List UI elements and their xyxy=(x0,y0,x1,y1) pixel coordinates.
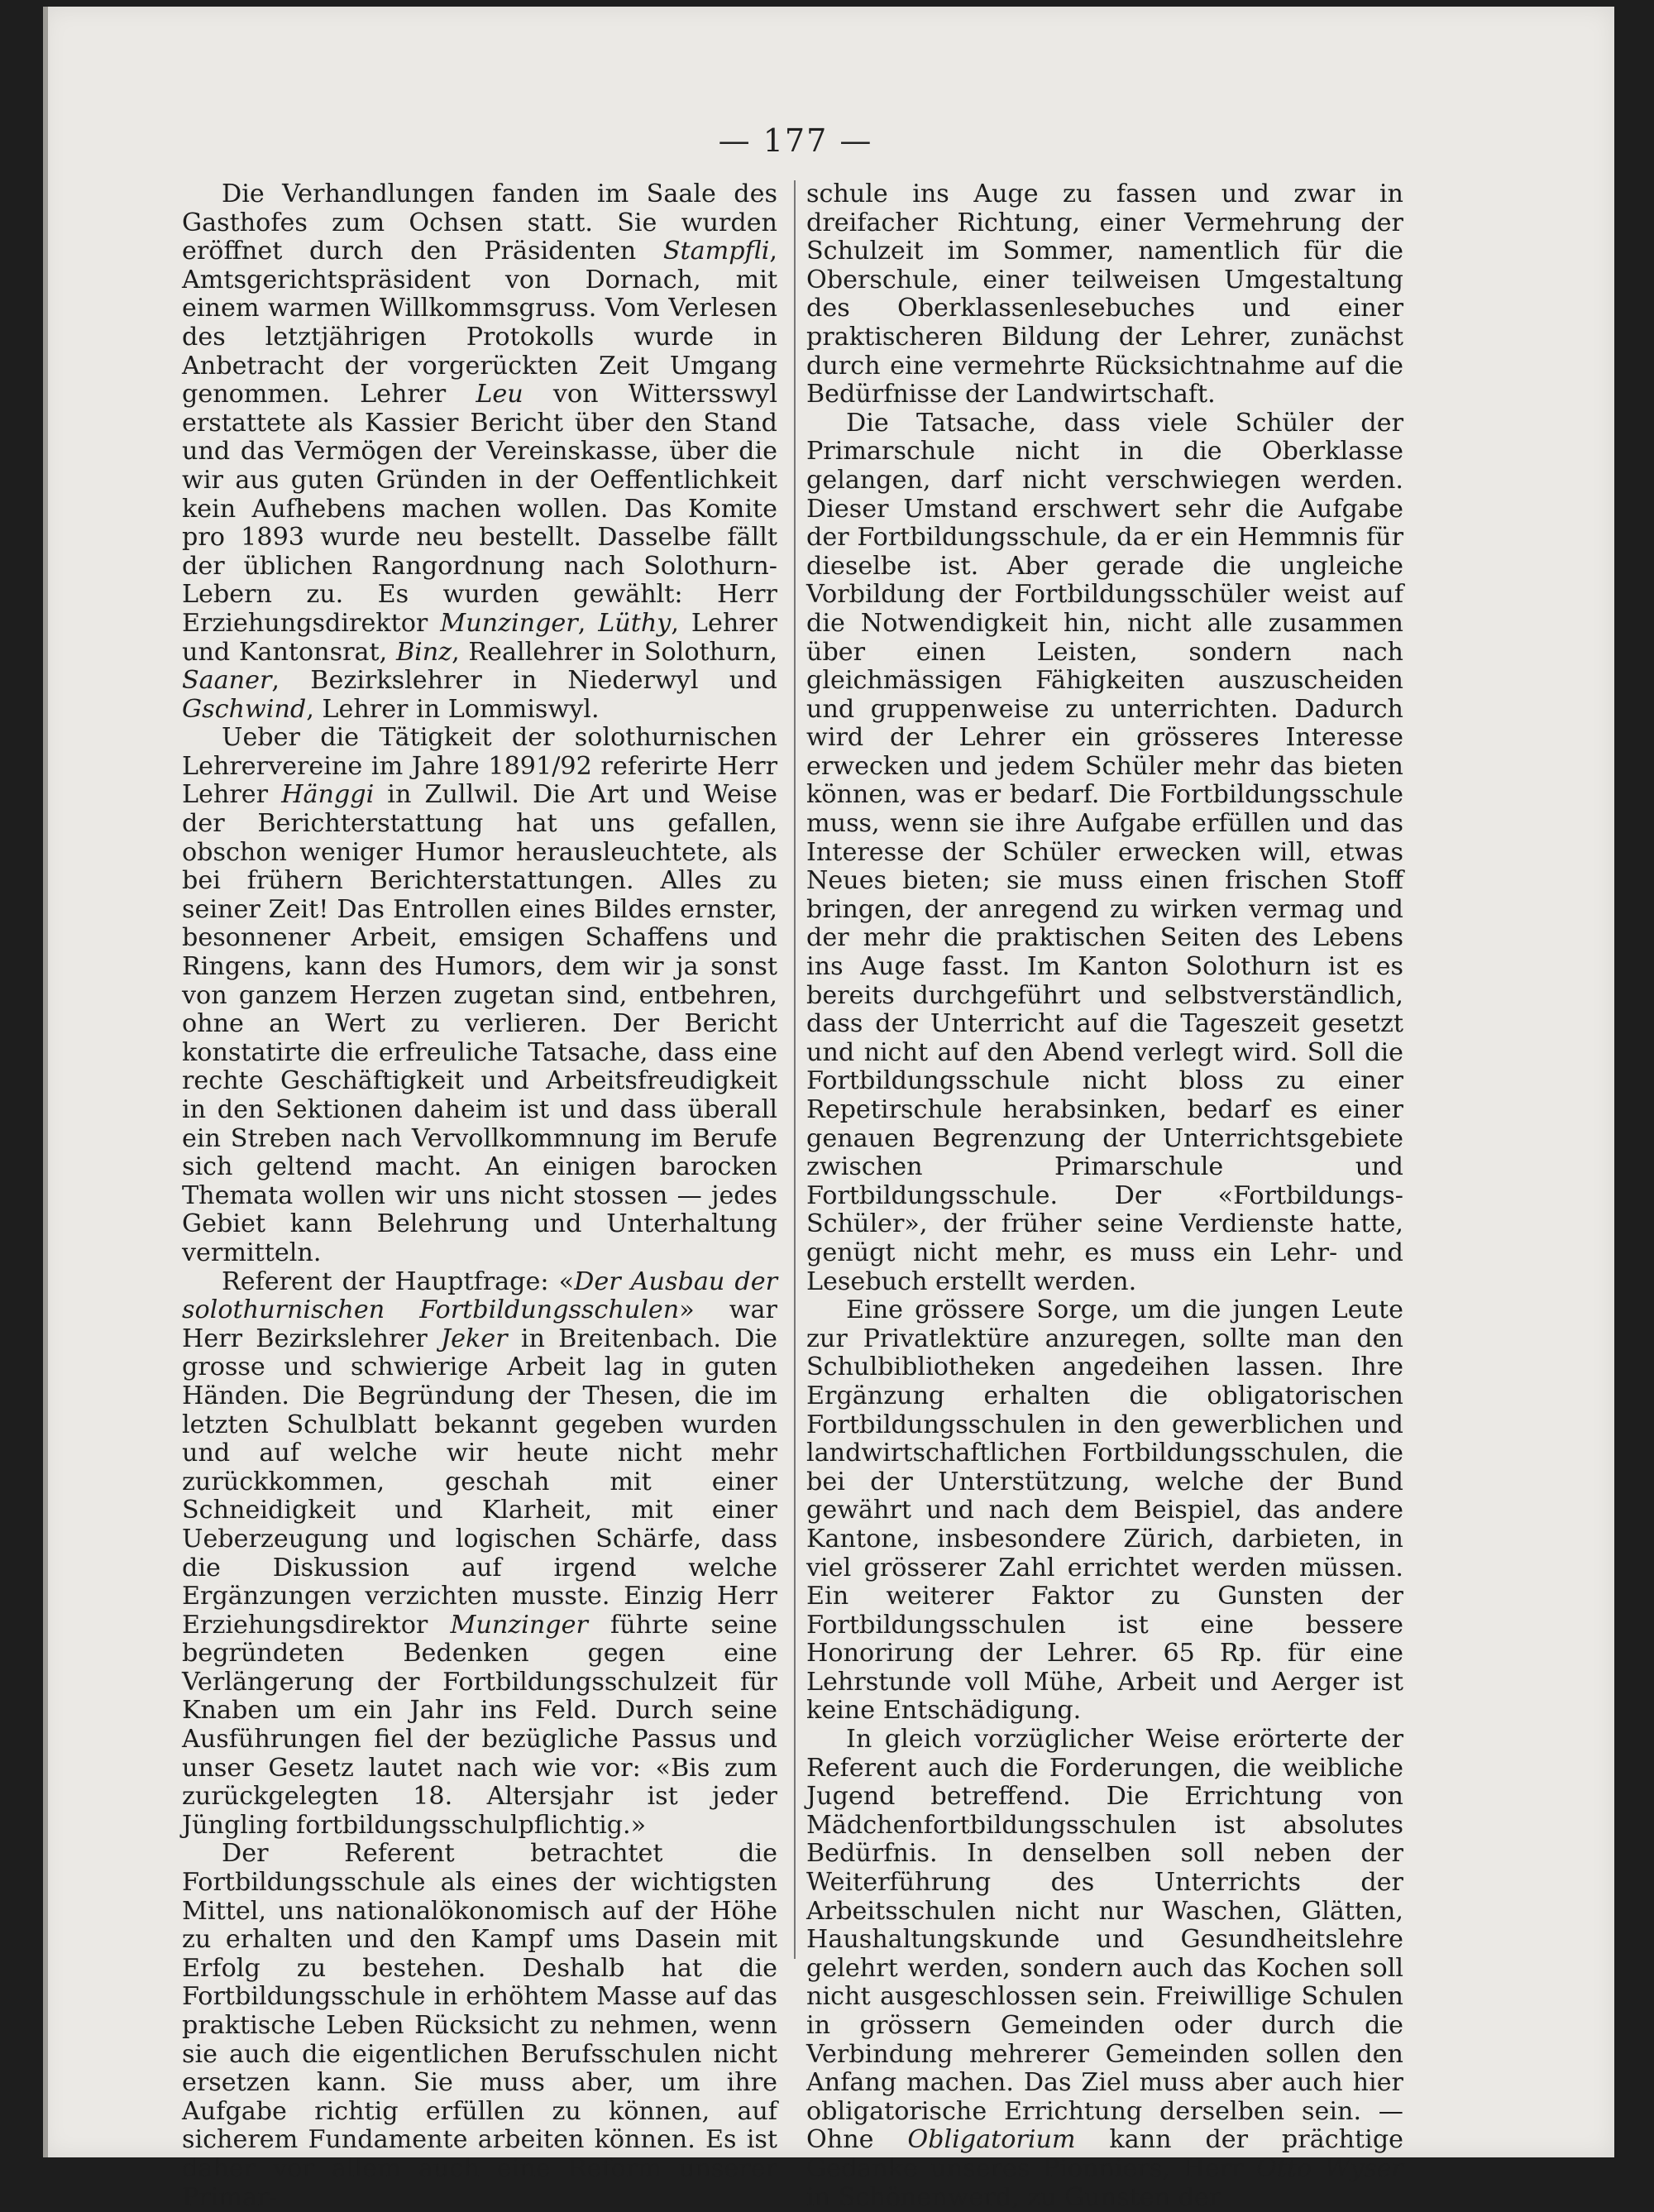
italic-name: Stampfli xyxy=(662,237,770,266)
left-column xyxy=(182,180,796,2212)
italic-name: Leu xyxy=(476,380,523,409)
text-run: , Reallehrer in Solothurn, xyxy=(452,637,777,667)
italic-name: Hänggi xyxy=(281,780,375,810)
italic-name: Jeker xyxy=(441,1324,508,1353)
paragraph xyxy=(806,180,1403,409)
paragraph xyxy=(806,1296,1403,1726)
text-run: , Lehrer in Lommiswyl. xyxy=(306,694,600,724)
text-run: in Breitenbach. Die grosse und schwierige Arbeit lag in guten Händen. Die Begründung der Thesen, die im letzten Schulblatt bekannt gegeben wurden und auf welche wir heute nicht mehr zurückkommen, geschah mit einer Schneidigkeit und Klarheit, mit einer Ueberzeugung und logischen Schärfe, dass die Diskussion auf irgend welche Ergänzungen verzichten musste. Einzig Herr Erziehungsdirektor xyxy=(182,1324,777,1640)
page-number: — 177 — xyxy=(718,122,873,159)
text-run: Die Tatsache, dass viele Schüler der Primarschule nicht in die Oberklasse gelangen, darf nicht verschwiegen werden. Dieser Umstand erschwert sehr die Aufgabe der Fortbildungsschule, da er ein Hemmnis für dieselbe ist. Aber gerade die ungleiche Vorbildung der Fortbildungsschüler weist auf die Notwendigkeit hin, nicht alle zusammen über einen Leisten, sondern nach gleichmässigen Fähigkeiten auszuscheiden und gruppenweise zu unterrichten. Dadurch wird der Lehrer ein grösseres Interesse erwecken und jedem Schüler mehr das bieten können, was er bedarf. Die Fortbildungsschule muss, wenn sie ihre Aufgabe erfüllen und das Interesse der Schüler erwecken will, etwas Neues bieten; sie muss einen frischen Stoff bringen, der anregend zu wirken vermag und der mehr die praktischen Seiten des Lebens ins Auge fasst. Im Kanton Solothurn ist es bereits durchgeführt und selbstverständlich, dass der Unterricht auf die Tageszeit gesetzt und nicht auf den Abend verlegt wird. Soll die Fortbildungsschule nicht bloss zu einer Repetirschule herabsinken, bedarf es einer genauen Begrenzung der Unterrichtsgebiete zwischen Primarschule und Fortbildungsschule. Der «Fortbildungs-Schüler», der früher seine Verdienste hatte, genügt nicht mehr, es muss ein Lehr- und Lesebuch erstellt werden. xyxy=(806,408,1403,1296)
text-run: , Amtsgerichtspräsident von Dornach, mit einem warmen Willkommsgruss. Vom Verlesen des letztjährigen Protokolls wurde in Anbetracht der vorgerückten Zeit Umgang genommen. Lehrer xyxy=(182,237,777,409)
text-run: Die Verhandlungen fanden im Saale des Gasthofes zum Ochsen statt. Sie wurden eröffnet durch den Präsidenten xyxy=(182,180,777,266)
paragraph xyxy=(806,1726,1403,2212)
text-run: » war Herr Bezirkslehrer xyxy=(182,1295,777,1353)
text-run: Referent der Hauptfrage: « xyxy=(222,1266,575,1296)
text-run: in Zullwil. Die Art und Weise der Berichterstattung hat uns gefallen, obschon weniger Humor herausleuchtete, als bei frühern Berichterstattungen. Alles zu seiner Zeit! Das Entrollen eines Bildes ernster, besonnener Arbeit, emsigen Schaffens und Ringens, kann des Humors, dem wir ja sonst von ganzem Herzen zugetan sind, entbehren, ohne an Wert zu verlieren. Der Bericht konstatirte die erfreuliche Tatsache, dass eine rechte Geschäftigkeit und Arbeitsfreudigkeit in den Sektionen daheim ist und dass überall ein Streben nach Vervollkommnung im Berufe sich geltend macht. An einigen barocken Themata wollen wir uns nicht stossen — jedes Gebiet kann Belehrung und Unterhaltung vermitteln. xyxy=(182,780,777,1267)
text-run: , Bezirkslehrer in Niederwyl und xyxy=(271,666,777,696)
page-edge xyxy=(43,7,48,2157)
italic-name: Obligatorium xyxy=(907,2125,1076,2155)
text-run: , Lehrer und Kantonsrat, xyxy=(182,608,777,667)
text-run: Der Referent betrachtet die Fortbildungsschule als eines der wichtigsten Mittel, uns nationalökonomisch auf der Höhe zu erhalten und den Kampf ums Dasein mit Erfolg zu bestehen. Deshalb hat die Fortbildungsschule in erhöhtem Masse auf das praktische Leben Rücksicht zu nehmen, wenn sie auch die eigentlichen Berufsschulen nicht ersetzen kann. Sie muss aber, um ihre Aufgabe richtig erfüllen zu können, auf sicherem Fundamente arbeiten können. Es ist daher vor allem auch eine Reform unserer Primar- xyxy=(182,1839,777,2212)
right-column xyxy=(806,180,1403,2212)
italic-name: Gschwind xyxy=(182,694,307,724)
italic-name: Lüthy xyxy=(598,608,672,638)
text-run: von Wittersswyl erstattete als Kassier Bericht über den Stand und das Vermögen der Vereinskasse, über die wir aus guten Gründen in der Oeffentlichkeit kein Aufhebens machen wollen. Das Komite pro 1893 wurde neu bestellt. Dasselbe fällt der üblichen Rangordnung nach Solothurn-Lebern zu. Es wurden gewählt: Herr Erziehungsdirektor xyxy=(182,380,778,638)
paragraph xyxy=(182,1840,777,2212)
paragraph xyxy=(182,1268,777,1841)
italic-name: Munzinger xyxy=(440,608,578,638)
paragraph xyxy=(182,180,777,724)
text-run: , xyxy=(577,608,599,638)
italic-name: Binz xyxy=(395,637,452,667)
italic-name: Der Ausbau der solothurnischen Fortbildungsschulen xyxy=(182,1266,777,1325)
italic-name: Munzinger xyxy=(450,1610,588,1640)
text-run: Eine grössere Sorge, um die jungen Leute zur Privatlektüre anzuregen, sollte man den Schulbibliotheken angedeihen lassen. Ihre Ergänzung erhalten die obligatorischen Fortbildungsschulen in den gewerblichen und landwirtschaftlichen Fortbildungsschulen, die bei der Unterstützung, welche der Bund gewährt und nach dem Beispiel, das andere Kantone, insbesondere Zürich, darbieten, in viel grösserer Zahl errichtet werden müssen. Ein weiterer Faktor zu Gunsten der Fortbildungsschulen ist eine bessere Honorirung der Lehrer. 65 Rp. für eine Lehrstunde voll Mühe, Arbeit und Aerger ist keine Entschädigung. xyxy=(806,1295,1403,1726)
text-run: Ueber die Tätigkeit der solothurnischen Lehrervereine im Jahre 1891/92 referirte Herr Lehrer xyxy=(182,723,777,810)
text-run: In gleich vorzüglicher Weise erörterte der Referent auch die Forderungen, die weibliche Jugend betreffend. Die Errichtung von Mädchenfortbildungsschulen ist absolutes Bedürfnis. In denselben soll neben der Weiterführung des Unterrichts der Arbeitsschulen nicht nur Waschen, Glätten, Haushaltungskunde und Gesundheitslehre gelehrt werden, sondern auch das Kochen soll nicht ausgeschlossen sein. Freiwillige Schulen in grössern Gemeinden oder durch die Verbindung mehrerer Gemeinden sollen den Anfang machen. Das Ziel muss aber auch hier obligatorische Errichtung derselben sein. — Ohne xyxy=(806,1725,1403,2155)
text-run: schule ins Auge zu fassen und zwar in dreifacher Richtung, einer Vermehrung der Schulzeit im Sommer, namentlich für die Oberschule, einer teilweisen Umgestaltung des Oberklassenlesebuches und einer praktischeren Bildung der Lehrer, zunächst durch eine vermehrte Rücksichtnahme auf die Bedürfnisse der Landwirtschaft. xyxy=(806,180,1403,409)
italic-name: Saaner xyxy=(182,666,272,696)
paragraph xyxy=(806,409,1403,1296)
text-run: kann der prächtige Gedanke unseres Pionniers, Herr xyxy=(806,2125,1404,2183)
text-run: in Schönenwerd, zu Gunsten der xyxy=(806,2182,1221,2212)
text-run: führte seine begründeten Bedenken gegen eine Verlängerung der Fortbildungsschulzeit für Knaben um ein Jahr ins Feld. Durch seine Ausführungen fiel der bezügliche Passus und unser Gesetz lautet nach wie vor: «Bis zum zurückgelegten 18. Altersjahr ist jeder Jüngling fortbildungsschulpflichtig.» xyxy=(182,1610,777,1840)
italic-name: Otto Wyser xyxy=(1256,2153,1403,2183)
paragraph xyxy=(182,724,777,1267)
